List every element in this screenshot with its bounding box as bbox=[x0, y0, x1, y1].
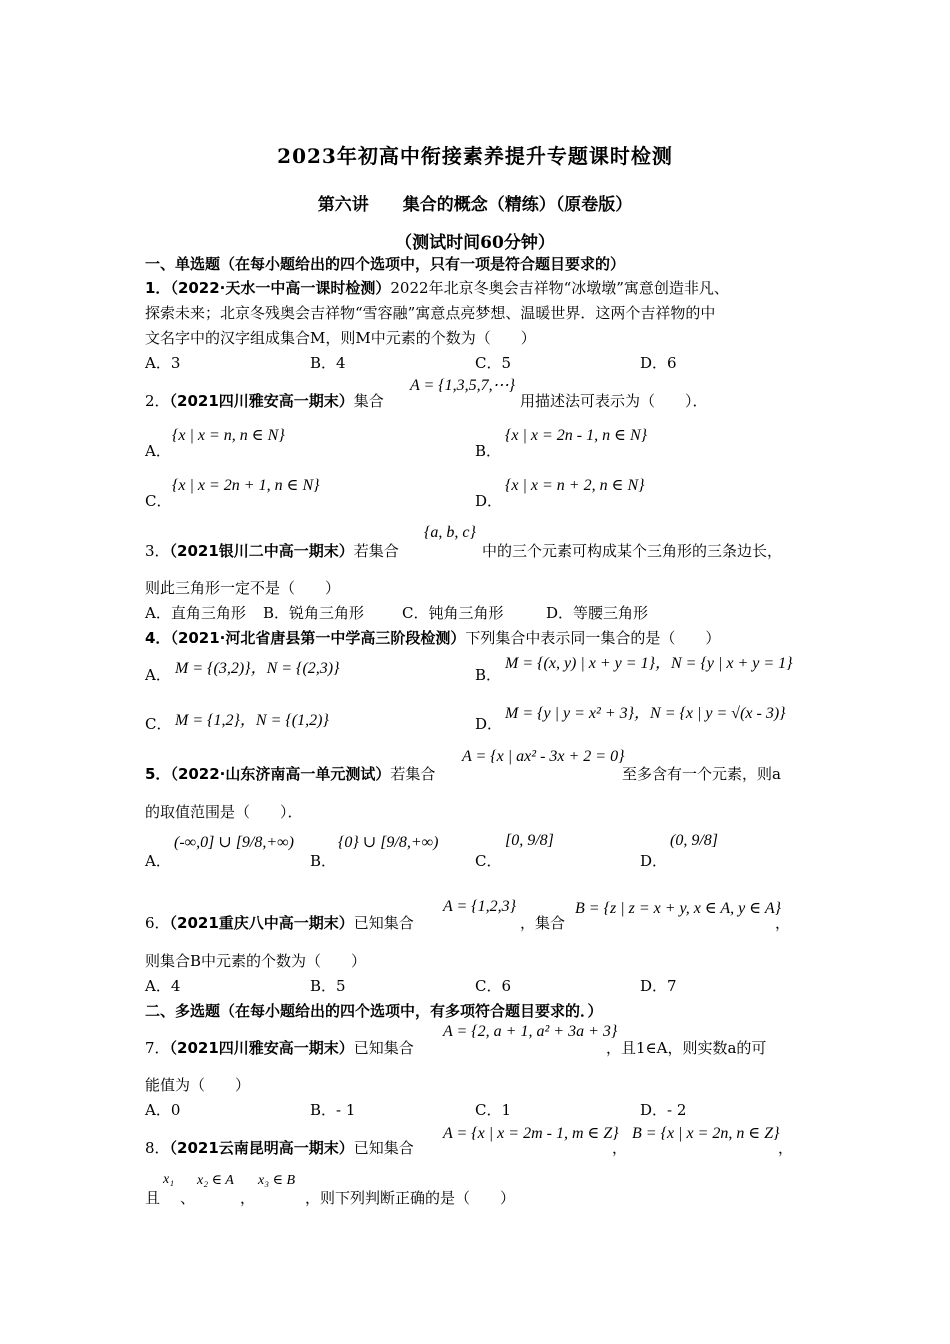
q6-option-b: B．5 bbox=[310, 977, 346, 995]
q8-comma: ， bbox=[240, 1189, 256, 1207]
q5-label-b: B． bbox=[310, 852, 337, 870]
question-4 bbox=[145, 627, 720, 648]
q5-post: 至多含有一个元素，则a bbox=[622, 765, 781, 783]
q7-number: 7． bbox=[145, 1039, 170, 1057]
page-title: 2023年初高中衔接素养提升专题课时检测 bbox=[277, 144, 673, 168]
q8-number: 8． bbox=[145, 1139, 170, 1157]
q1-option-b: B．4 bbox=[310, 354, 346, 372]
q6-option-d: D．7 bbox=[640, 977, 677, 995]
q7-line2: 能值为（ ） bbox=[145, 1076, 251, 1094]
q5-option-a: (-∞,0] ∪ [9/8,+∞) bbox=[174, 834, 294, 851]
q3-source: （2021银川二中高一期末） bbox=[169, 542, 354, 560]
q5-label-c: C． bbox=[475, 852, 502, 870]
q8-post: ， bbox=[778, 1139, 794, 1157]
q3-option-d: D．等腰三角形 bbox=[546, 604, 649, 622]
q3-option-c: C．钝角三角形 bbox=[402, 604, 504, 622]
q7-set: A = {2, a + 1, a² + 3a + 3} bbox=[443, 1023, 618, 1040]
q2-number: 2． bbox=[145, 392, 170, 410]
q1-option-a: A．3 bbox=[145, 354, 181, 372]
question-2 bbox=[145, 390, 384, 411]
q1-line1: 2022年北京冬奥会吉祥物“冰墩墩”寓意创造非凡、 bbox=[390, 279, 729, 297]
q8-set-a: A = {x | x = 2m - 1, m ∈ Z} bbox=[443, 1125, 619, 1142]
q4-label-d: D． bbox=[475, 715, 503, 733]
q7-option-d: D．- 2 bbox=[640, 1101, 687, 1119]
q6-option-c: C．6 bbox=[475, 977, 512, 995]
question-6 bbox=[145, 912, 414, 933]
q5-number: 5． bbox=[145, 765, 171, 783]
q8-pre: 已知集合 bbox=[353, 1139, 414, 1157]
question-3 bbox=[145, 540, 399, 561]
q5-set: A = {x | ax² - 3x + 2 = 0} bbox=[462, 748, 625, 765]
question-8 bbox=[145, 1137, 414, 1158]
q6-option-a: A．4 bbox=[145, 977, 181, 995]
q1-option-c: C．5 bbox=[475, 354, 512, 372]
q8-source: （2021云南昆明高一期末） bbox=[169, 1139, 354, 1157]
q2-option-d: {x | x = n + 2, n ∈ N} bbox=[505, 477, 645, 494]
q3-post: 中的三个元素可构成某个三角形的三条边长， bbox=[482, 542, 783, 560]
q7-post: ，且1∈A，则实数a的可 bbox=[606, 1039, 767, 1057]
q7-option-b: B．- 1 bbox=[310, 1101, 356, 1119]
question-7 bbox=[145, 1037, 414, 1058]
q8-dun: 、 bbox=[180, 1189, 196, 1207]
q7-pre: 已知集合 bbox=[353, 1039, 414, 1057]
q3-number: 3． bbox=[145, 542, 170, 560]
q1-number: 1． bbox=[145, 279, 171, 297]
q3-line2: 则此三角形一定不是（ ） bbox=[145, 579, 341, 597]
q2-label-b: B． bbox=[475, 442, 502, 460]
q1-source: （2022·天水一中高一课时检测） bbox=[170, 279, 391, 297]
q1-line2: 探索未来；北京冬残奥会吉祥物“雪容融”寓意点亮梦想、温暖世界．这两个吉祥物的中 bbox=[145, 304, 716, 322]
q6-set-a: A = {1,2,3} bbox=[443, 898, 517, 915]
q4-option-d: M = {y | y = x² + 3}，N = {x | y = √(x - 3)} bbox=[505, 705, 786, 722]
q8-x2: x₂ ∈ A bbox=[197, 1173, 234, 1188]
q8-sep: ， bbox=[612, 1139, 628, 1157]
q3-set: {a, b, c} bbox=[424, 524, 476, 541]
q3-option-a: A．直角三角形 bbox=[145, 604, 246, 622]
time-note: （测试时间60分钟） bbox=[395, 233, 555, 253]
q4-stem: 下列集合中表示同一集合的是（ ） bbox=[465, 629, 721, 647]
question-1 bbox=[145, 277, 729, 298]
lecture-subtitle: 第六讲 集合的概念（精练）（原卷版） bbox=[317, 195, 633, 215]
q2-pre: 集合 bbox=[353, 392, 384, 410]
q6-pre: 已知集合 bbox=[353, 914, 414, 932]
q4-option-c: M = {1,2}，N = {(1,2)} bbox=[175, 712, 329, 729]
q2-set: A = {1,3,5,7,⋯} bbox=[410, 377, 516, 394]
question-5 bbox=[145, 763, 435, 784]
q8-line2-a: 且 bbox=[145, 1189, 161, 1207]
q7-option-c: C．1 bbox=[475, 1101, 512, 1119]
section-single-choice: 一、单选题（在每小题给出的四个选项中，只有一项是符合题目要求的） bbox=[145, 255, 626, 273]
q8-x1: x₁ bbox=[163, 1172, 175, 1187]
q3-option-b: B．锐角三角形 bbox=[263, 604, 365, 622]
q7-option-a: A．0 bbox=[145, 1101, 181, 1119]
q7-source: （2021四川雅安高一期末） bbox=[169, 1039, 354, 1057]
q6-number: 6． bbox=[145, 914, 170, 932]
q5-option-b: {0} ∪ [9/8,+∞) bbox=[338, 834, 439, 851]
q4-label-a: A． bbox=[145, 666, 171, 684]
q5-line2: 的取值范围是（ ）． bbox=[145, 803, 303, 821]
q4-option-a: M = {(3,2)}，N = {(2,3)} bbox=[175, 660, 340, 677]
q8-x3: x₃ ∈ B bbox=[258, 1173, 295, 1188]
q2-source: （2021四川雅安高一期末） bbox=[169, 392, 354, 410]
q5-pre: 若集合 bbox=[390, 765, 436, 783]
q5-label-d: D． bbox=[640, 852, 668, 870]
q2-option-c: {x | x = 2n + 1, n ∈ N} bbox=[172, 477, 320, 494]
q5-option-c: [0, 9/8] bbox=[505, 832, 554, 849]
q5-option-d: (0, 9/8] bbox=[670, 832, 718, 849]
q2-label-d: D． bbox=[475, 492, 503, 510]
q6-set-b: B = {z | z = x + y, x ∈ A, y ∈ A} bbox=[575, 900, 781, 917]
q6-line2: 则集合B中元素的个数为（ ） bbox=[145, 952, 367, 970]
q2-option-b: {x | x = 2n - 1, n ∈ N} bbox=[505, 427, 648, 444]
q6-source: （2021重庆八中高一期末） bbox=[169, 914, 354, 932]
q2-post: 用描述法可表示为（ ）． bbox=[520, 392, 708, 410]
q4-label-c: C． bbox=[145, 715, 172, 733]
q8-set-b: B = {x | x = 2n, n ∈ Z} bbox=[632, 1125, 780, 1142]
q2-label-a: A． bbox=[145, 442, 171, 460]
section-multiple-choice: 二、多选题（在每小题给出的四个选项中，有多项符合题目要求的．） bbox=[145, 1002, 603, 1020]
q6-mid: ，集合 bbox=[520, 914, 566, 932]
q1-line3: 文名字中的汉字组成集合M，则M中元素的个数为（ ） bbox=[145, 329, 536, 347]
q2-option-a: {x | x = n, n ∈ N} bbox=[172, 427, 285, 444]
q4-option-b: M = {(x, y) | x + y = 1}，N = {y | x + y = 1} bbox=[505, 655, 793, 672]
q6-post: ， bbox=[775, 914, 791, 932]
q3-pre: 若集合 bbox=[353, 542, 399, 560]
q4-number: 4． bbox=[145, 629, 171, 647]
q2-label-c: C． bbox=[145, 492, 172, 510]
q5-source: （2022·山东济南高一单元测试） bbox=[170, 765, 391, 783]
q5-label-a: A． bbox=[145, 852, 171, 870]
q1-option-d: D．6 bbox=[640, 354, 677, 372]
q4-source: （2021·河北省唐县第一中学高三阶段检测） bbox=[170, 629, 466, 647]
q8-line2-b: ，则下列判断正确的是（ ） bbox=[305, 1189, 516, 1207]
q4-label-b: B． bbox=[475, 666, 502, 684]
